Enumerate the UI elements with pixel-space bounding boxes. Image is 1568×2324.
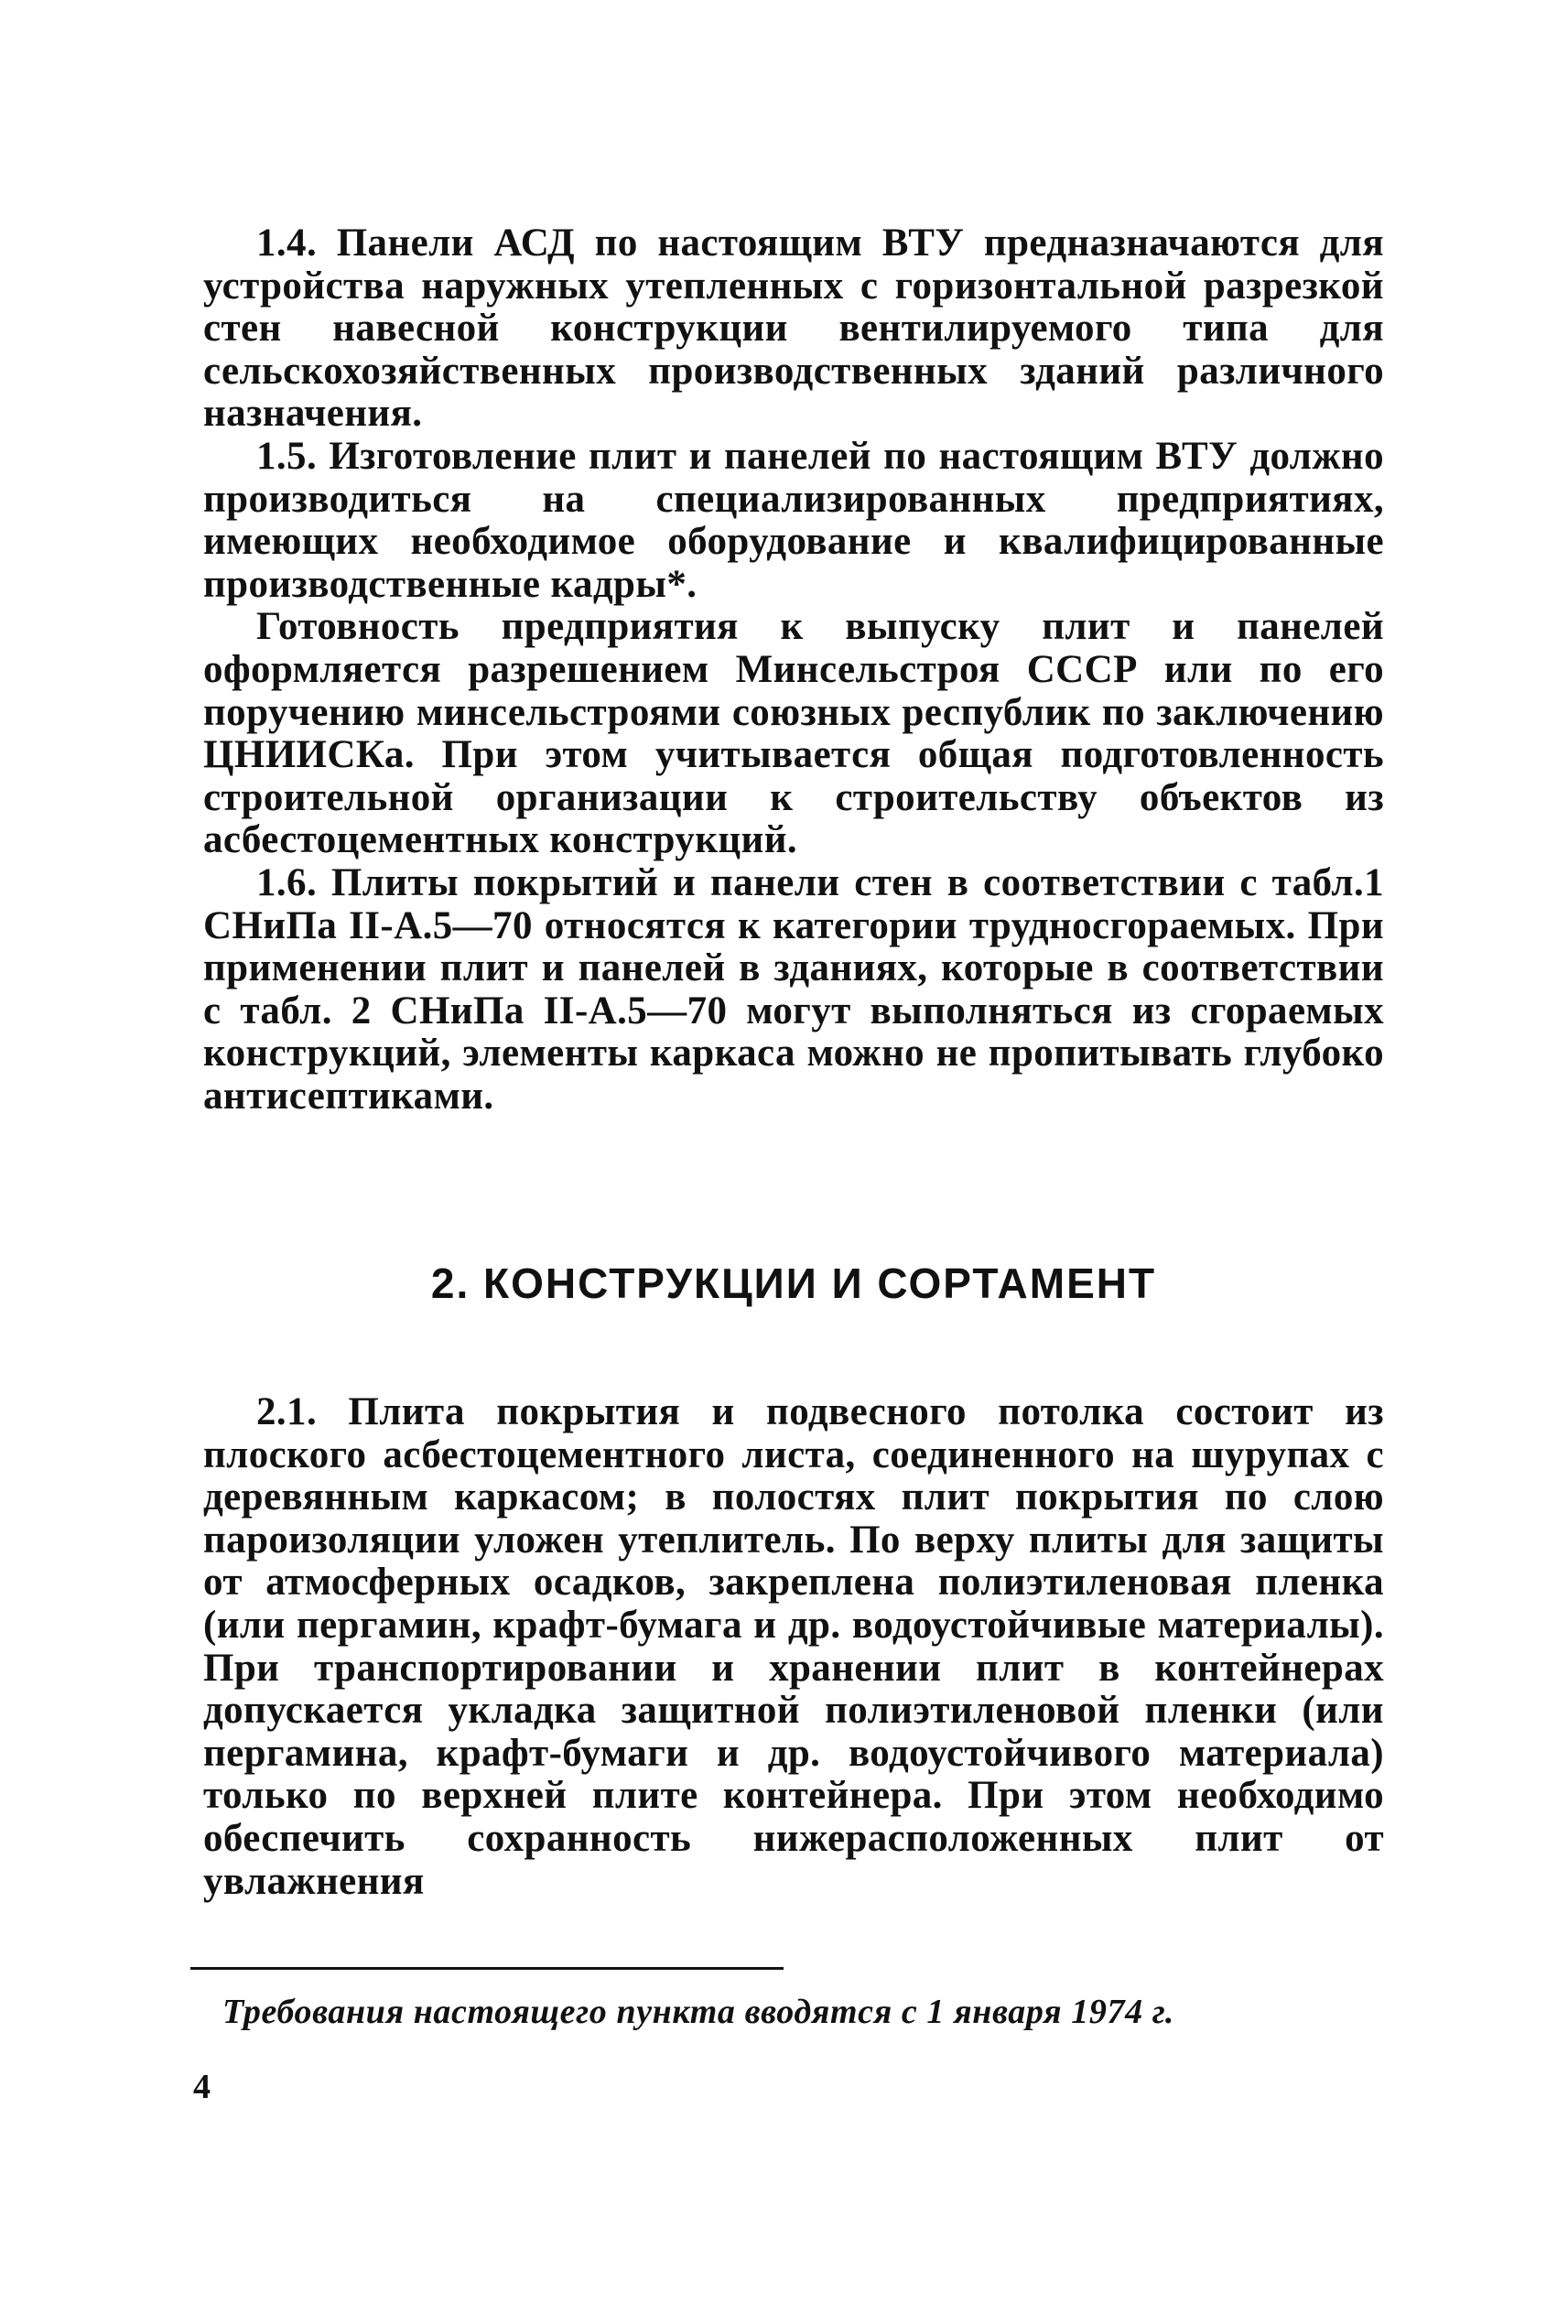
footnote-divider xyxy=(190,1967,784,1970)
section-heading: 2. КОНСТРУКЦИИ И СОРТАМЕНТ xyxy=(430,1259,1157,1307)
paragraph-1-4: 1.4. Панели АСД по настоящим ВТУ предназначаются для устройства наружных утепленных с горизонтальной разрезкой стен навесной конструкции вентилируемого типа для сельскохозяйственных производственных зданий различного назначения. xyxy=(203,222,1384,436)
paragraph-readiness: Готовность предприятия к выпуску плит и панелей оформляется разрешением Минсельстроя СССР или по его поручению минсельстроями союзных республик по заключению ЦНИИСКа. При этом учитывается общая подготовленность строительной организации к строительству объектов из асбестоцементных конструкций. xyxy=(203,605,1384,862)
section-2-text xyxy=(203,1391,1384,1903)
section-1-text xyxy=(203,222,1384,1118)
page-number: 4 xyxy=(193,2068,211,2106)
paragraph-2-1: 2.1. Плита покрытия и подвесного потолка состоит из плоского асбестоцементного листа, соединенного на шурупах с деревянным каркасом; в полостях плит покрытия по слою пароизоляции уложен утеплитель. По верху плиты для защиты от атмосферных осадков, закреплена полиэтиленовая пленка (или пергамин, крафт-бумага и др. водоустойчивые материалы). При транспортировании и хранении плит в контейнерах допускается укладка защитной полиэтиленовой пленки (или пергамина, крафт-бумаги и др. водоустойчивого материала) только по верхней плите контейнера. При этом необходимо обеспечить сохранность нижерасположенных плит от увлажнения xyxy=(203,1390,1384,1903)
paragraph-1-5: 1.5. Изготовление плит и панелей по настоящим ВТУ должно производиться на специализированных предприятиях, имеющих необходимое оборудование и квалифицированные производственные кадры*. xyxy=(203,434,1384,606)
footnote: Требования настоящего пункта вводятся с 1 января 1974 г. xyxy=(222,1993,1175,2031)
paragraph-1-6: 1.6. Плиты покрытий и панели стен в соответствии с табл.1 СНиПа II-А.5—70 относятся к категории трудносгораемых. При применении плит и панелей в зданиях, которые в соответствии с табл. 2 СНиПа II-А.5—70 могут выполняться из сгораемых конструкций, элементы каркаса можно не пропитывать глубоко антисептиками. xyxy=(203,860,1384,1118)
